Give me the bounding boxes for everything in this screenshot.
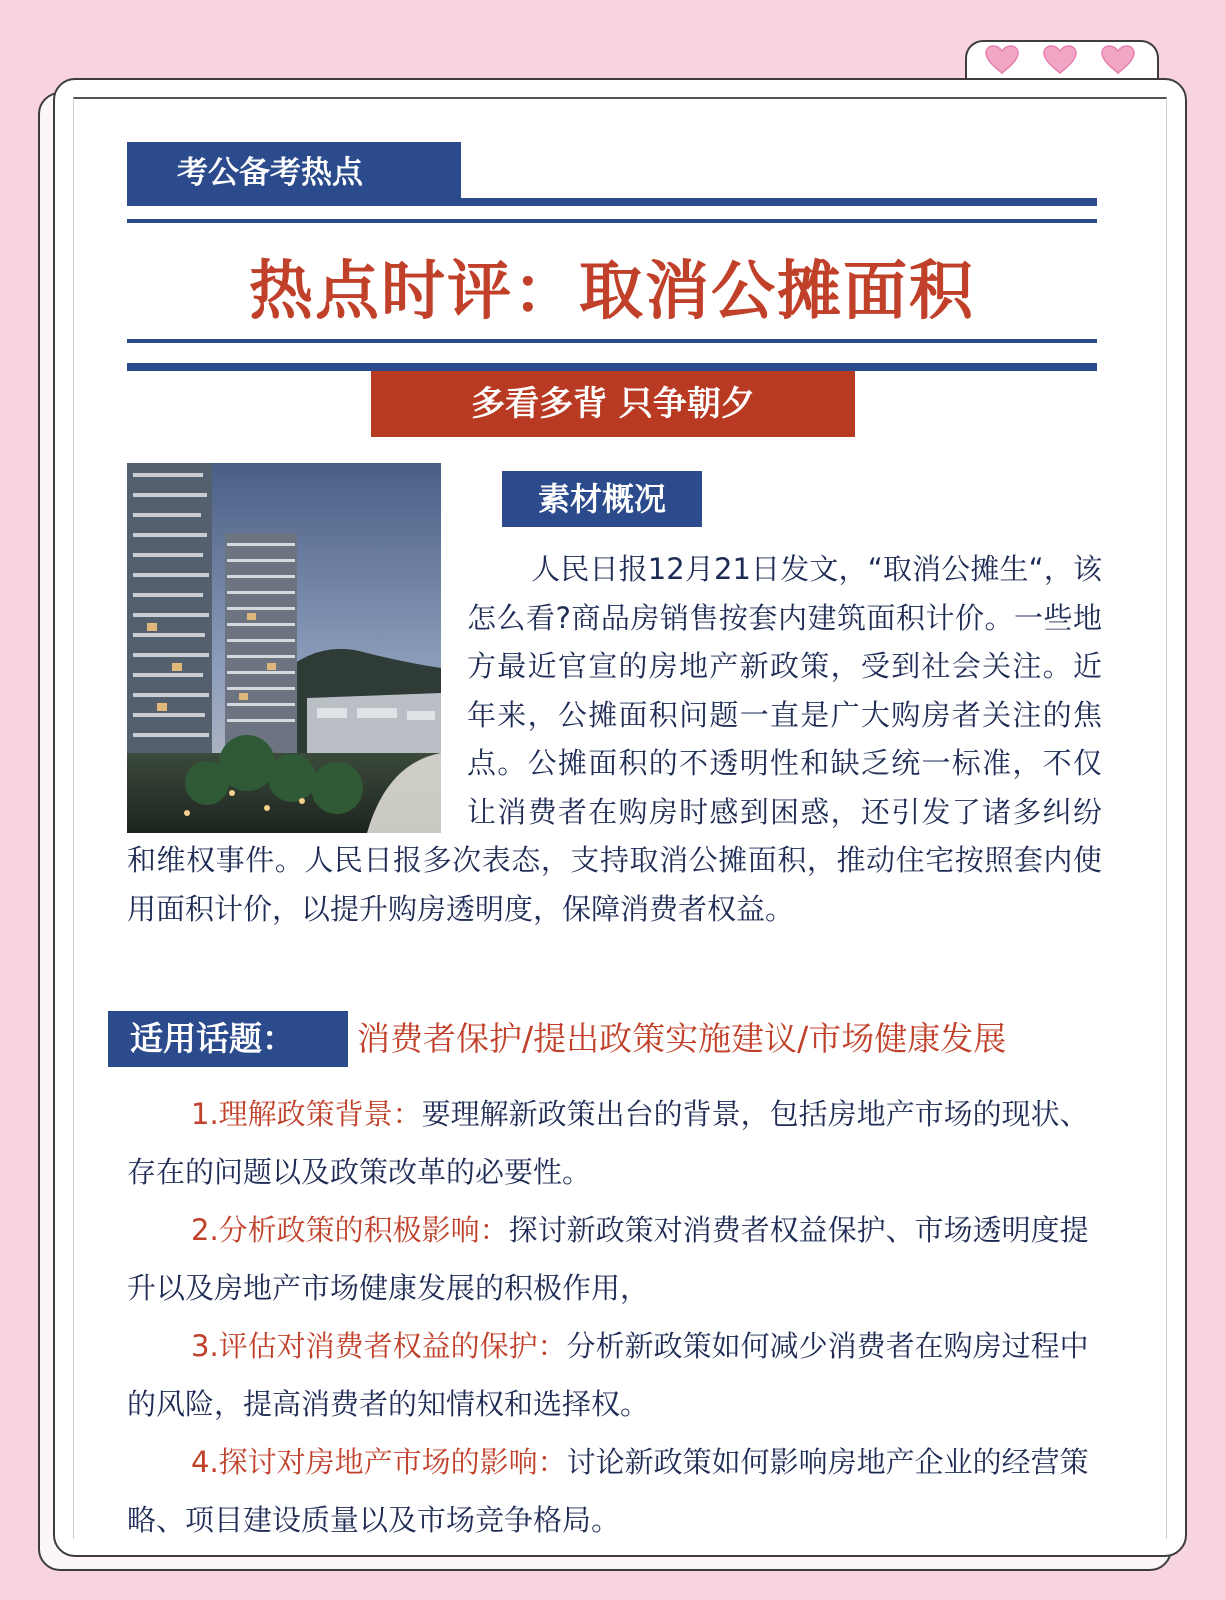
point-head: 4.探讨对房地产市场的影响： xyxy=(191,1445,567,1479)
point-body: 讨论新政策如何影响房地产企业的经营策略、项目建设质量以及市场竞争格局。 xyxy=(127,1445,1089,1537)
divider-line xyxy=(127,363,1097,371)
points-list xyxy=(127,1085,1102,1549)
point-body: 要理解新政策出台的背景，包括房地产市场的现状、存在的问题以及政策改革的必要性。 xyxy=(127,1097,1089,1189)
list-item xyxy=(127,1317,1102,1433)
summary-text: 人民日报12月21日发文，“取消公摊生“，该怎么看?商品房销售按套内建筑面积计价。一些地方最近官宣的房地产新政策，受到社会关注。近年来，公摊面积问题一直是广大购房者关注的焦点。公摊面积的不透明性和缺乏统一标准，不仅让消费者在购房时感到困惑，还引发了诸多纠纷和维权事件。人民日报多次表态，支持取消公摊面积，推动住宅按照套内使用面积计价，以提升购房透明度，保障消费者权益。 xyxy=(127,552,1102,926)
divider-line xyxy=(127,198,1097,206)
list-item xyxy=(127,1201,1102,1317)
category-tag: 考公备考热点 xyxy=(127,142,461,204)
list-item xyxy=(127,1433,1102,1549)
divider-line xyxy=(127,339,1097,343)
heart-icon xyxy=(1101,45,1135,75)
point-body: 探讨新政策对消费者权益保护、市场透明度提升以及房地产市场健康发展的积极作用， xyxy=(127,1213,1089,1305)
page-title: 热点时评：取消公摊面积 xyxy=(249,255,975,329)
point-head: 1.理解政策背景： xyxy=(191,1097,422,1131)
slogan-banner: 多看多背 只争朝夕 xyxy=(371,371,855,437)
list-item xyxy=(127,1085,1102,1201)
point-body: 分析新政策如何减少消费者在购房过程中的风险，提高消费者的知情权和选择权。 xyxy=(127,1329,1089,1421)
point-head: 2.分析政策的积极影响： xyxy=(191,1213,509,1247)
topics-value: 消费者保护/提出政策实施建议/市场健康发展 xyxy=(357,1019,1007,1058)
summary-heading: 素材概况 xyxy=(502,471,702,527)
point-head: 3.评估对消费者权益的保护： xyxy=(191,1329,567,1363)
topics-label: 适用话题： xyxy=(108,1011,348,1067)
summary-paragraph xyxy=(127,545,1102,933)
photo-wrap-spacer xyxy=(127,545,467,835)
heart-icon xyxy=(985,45,1019,75)
divider-line xyxy=(127,219,1097,223)
heart-icon xyxy=(1043,45,1077,75)
